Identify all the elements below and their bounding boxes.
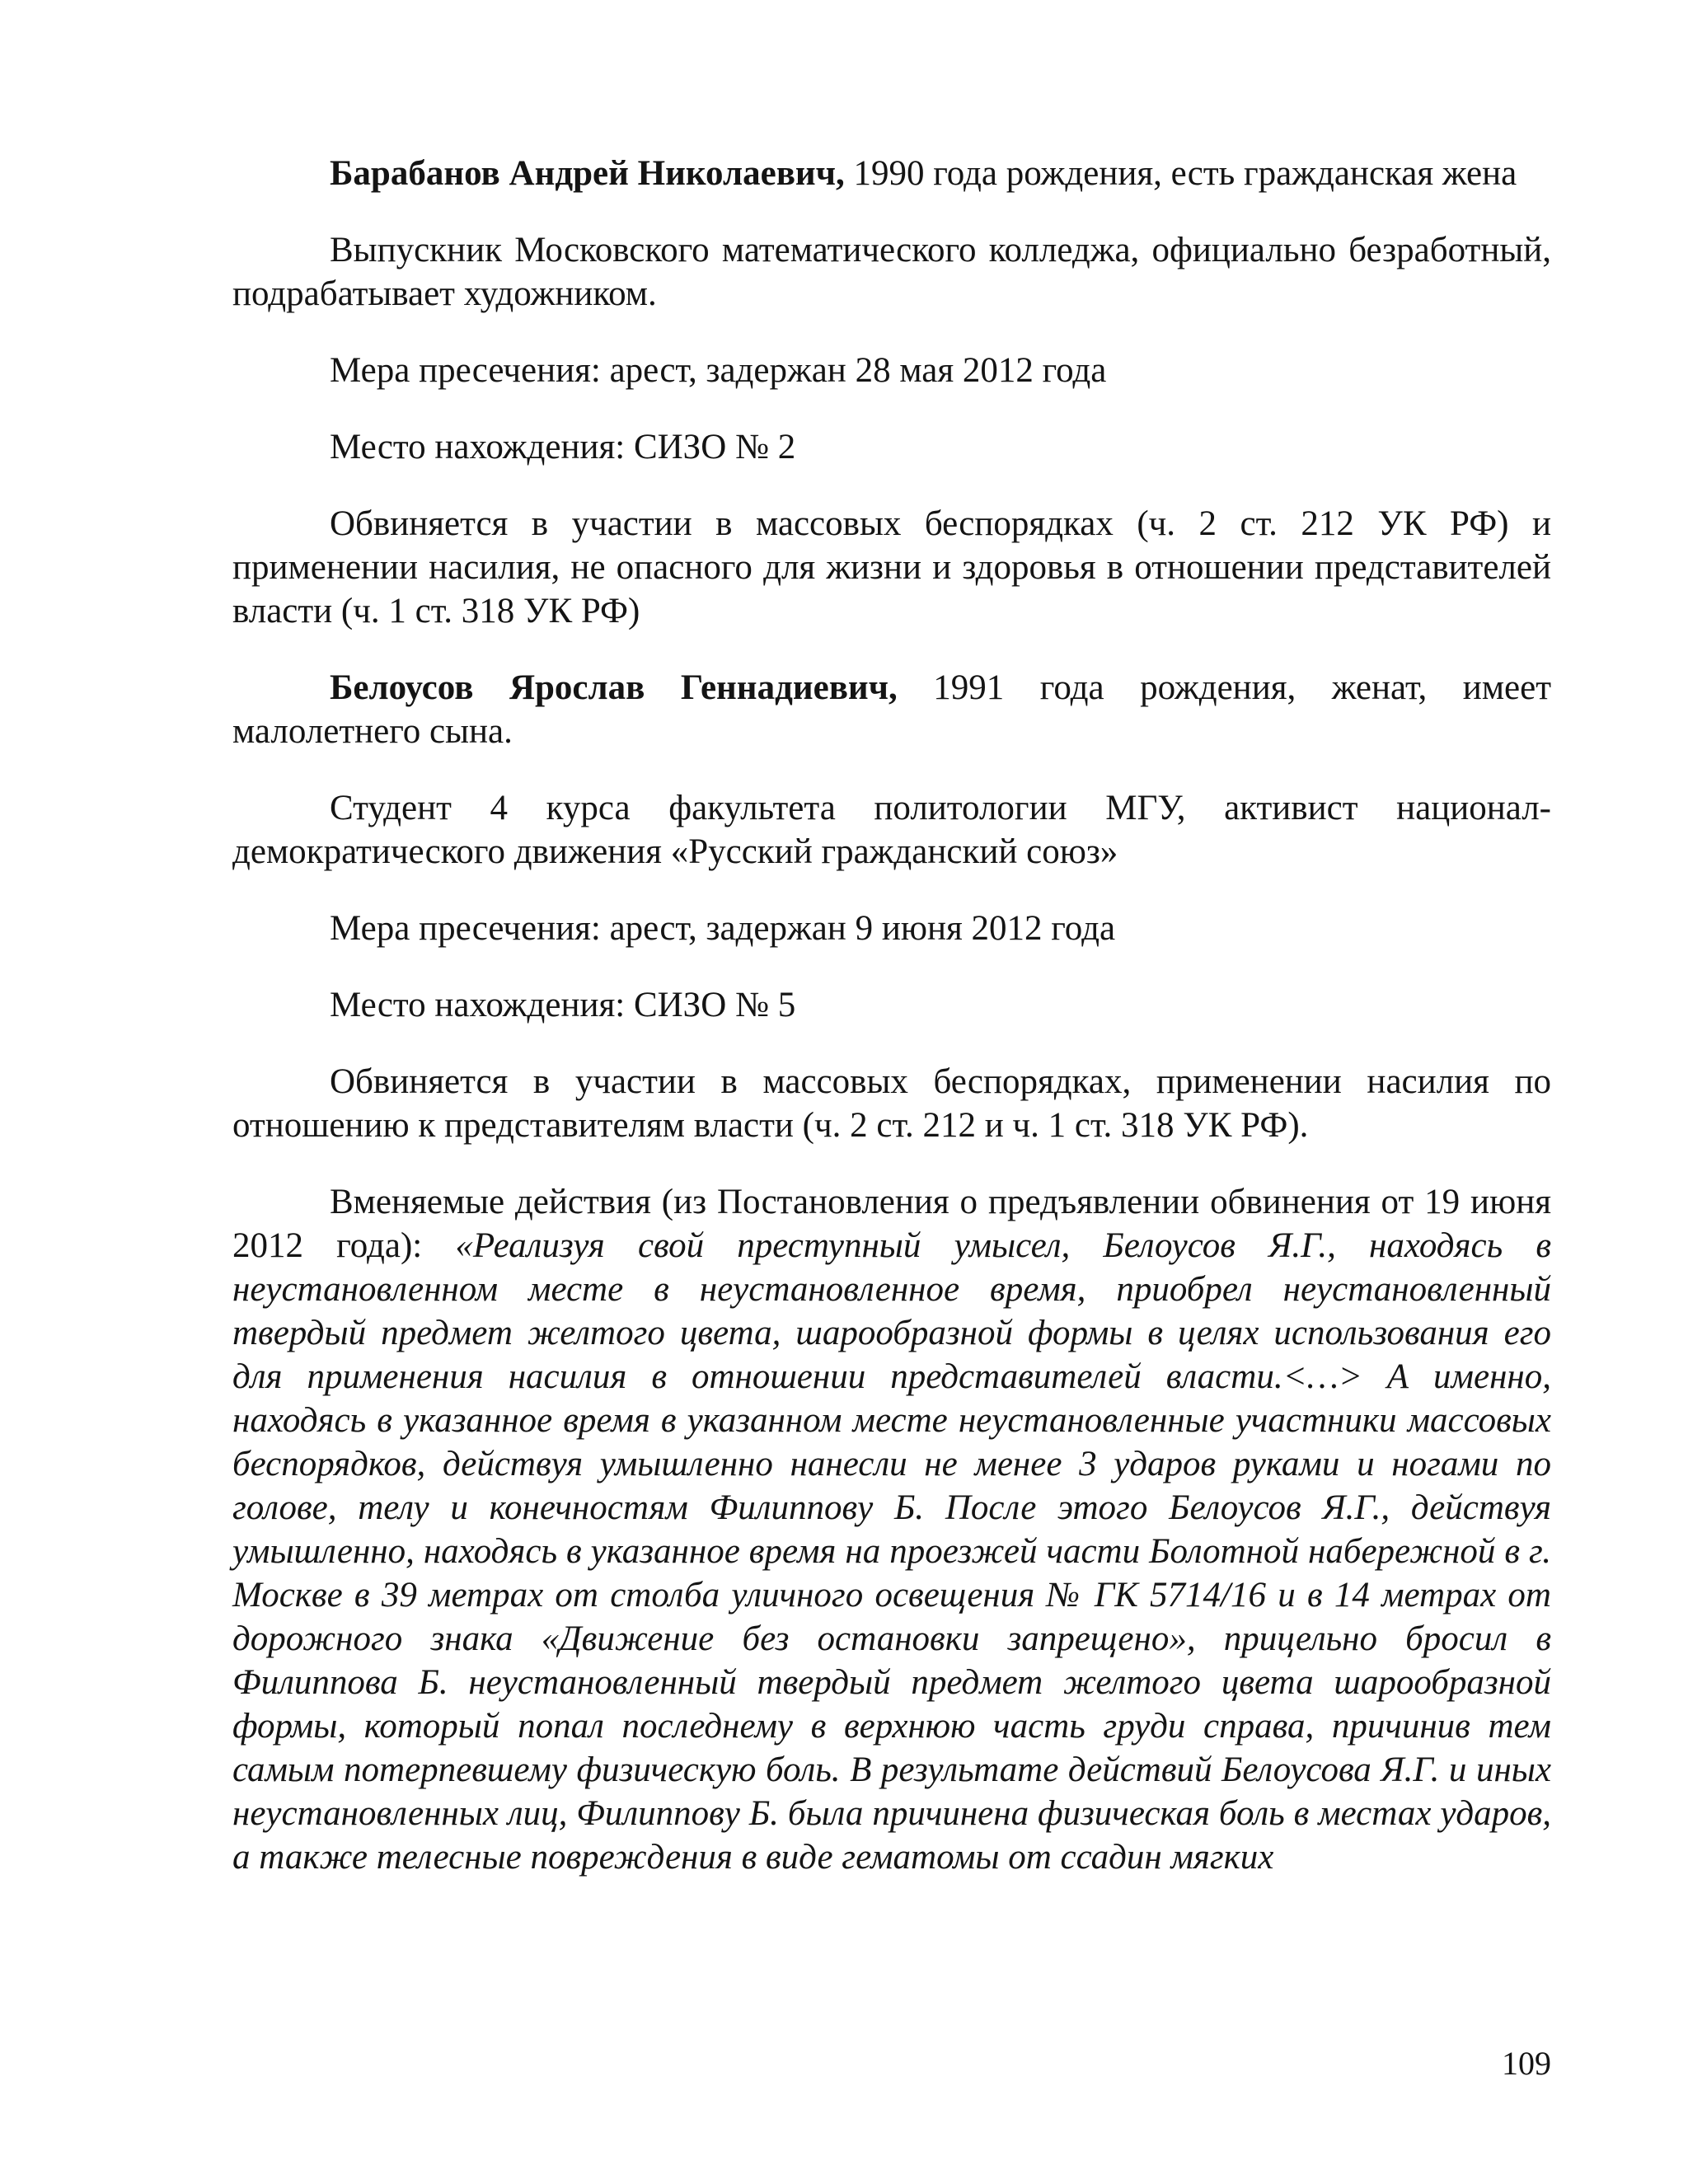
person2-charge-paragraph: Обвиняется в участии в массовых беспорядках, применении насилия по отношению к представителям власти (ч. 2 ст. 212 и ч. 1 ст. 318 УК РФ). [232,1062,1551,1145]
person2-intro-paragraph [232,666,1551,753]
person2-intro: 1991 года рождения, женат, имеет малолетнего сына. [232,668,1551,751]
person1-intro: 1990 года рождения, есть гражданская жена [844,154,1517,193]
person1-name: Барабанов Андрей Николаевич, [330,154,845,193]
person1-intro-paragraph [232,152,1551,195]
document-page [232,152,1551,1879]
person2-education-paragraph: Студент 4 курса факультета политологии МГУ, активист национал-демократического движения «Русский гражданский союз» [232,789,1551,871]
person2-actions-paragraph [232,1180,1551,1879]
person2-location-paragraph: Место нахождения: СИЗО № 5 [330,986,796,1024]
person2-actions-quote: «Реализуя свой преступный умысел, Белоусов Я.Г., находясь в неустановленном месте в неустановленное время, приобрел неустановленный твердый предмет желтого цвета, шарообразной формы в целях использования его для применения насилия в отношении представителей власти.<…> А именно, находясь в указанное время в указанном месте неустановленные участники массовых беспорядков, действуя умышленно нанесли не менее 3 ударов руками и ногами по голове, телу и конечностям Филиппову Б. После этого Белоусов Я.Г., действуя умышленно, находясь в указанное время на проезжей части Болотной набережной в г. Москве в 39 метрах от столба уличного освещения № ГК 5714/16 и в 14 метрах от дорожного знака «Движение без остановки запрещено», прицельно бросил в Филиппова Б. неустановленный твердый предмет желтого цвета шарообразной формы, который попал последнему в верхнюю часть груди справа, причинив тем самым потерпевшему физическую боль. В результате действий Белоусова Я.Г. и иных неустановленных лиц, Филиппову Б. была причинена физическая боль в местах ударов, а также телесные повреждения в виде гематомы от ссадин мягких [232,1226,1551,1877]
person1-charge-paragraph: Обвиняется в участии в массовых беспорядках (ч. 2 ст. 212 УК РФ) и применении насилия, не опасного для жизни и здоровья в отношении представителей власти (ч. 1 ст. 318 УК РФ) [232,504,1551,630]
person1-measure-paragraph: Мера пресечения: арест, задержан 28 мая 2012 года [330,351,1107,390]
person2-measure-paragraph: Мера пресечения: арест, задержан 9 июня 2012 года [330,909,1116,948]
page-number: 109 [1502,2045,1551,2082]
person2-name: Белоусов Ярослав Геннадиевич, [330,668,898,707]
person1-education-paragraph: Выпускник Московского математического колледжа, официально безработный, подрабатывает художником. [232,231,1551,313]
person1-location-paragraph: Место нахождения: СИЗО № 2 [330,428,796,466]
person2-actions-intro: Вменяемые действия (из Постановления о предъявлении обвинения от 19 июня 2012 года): [232,1183,1551,1265]
